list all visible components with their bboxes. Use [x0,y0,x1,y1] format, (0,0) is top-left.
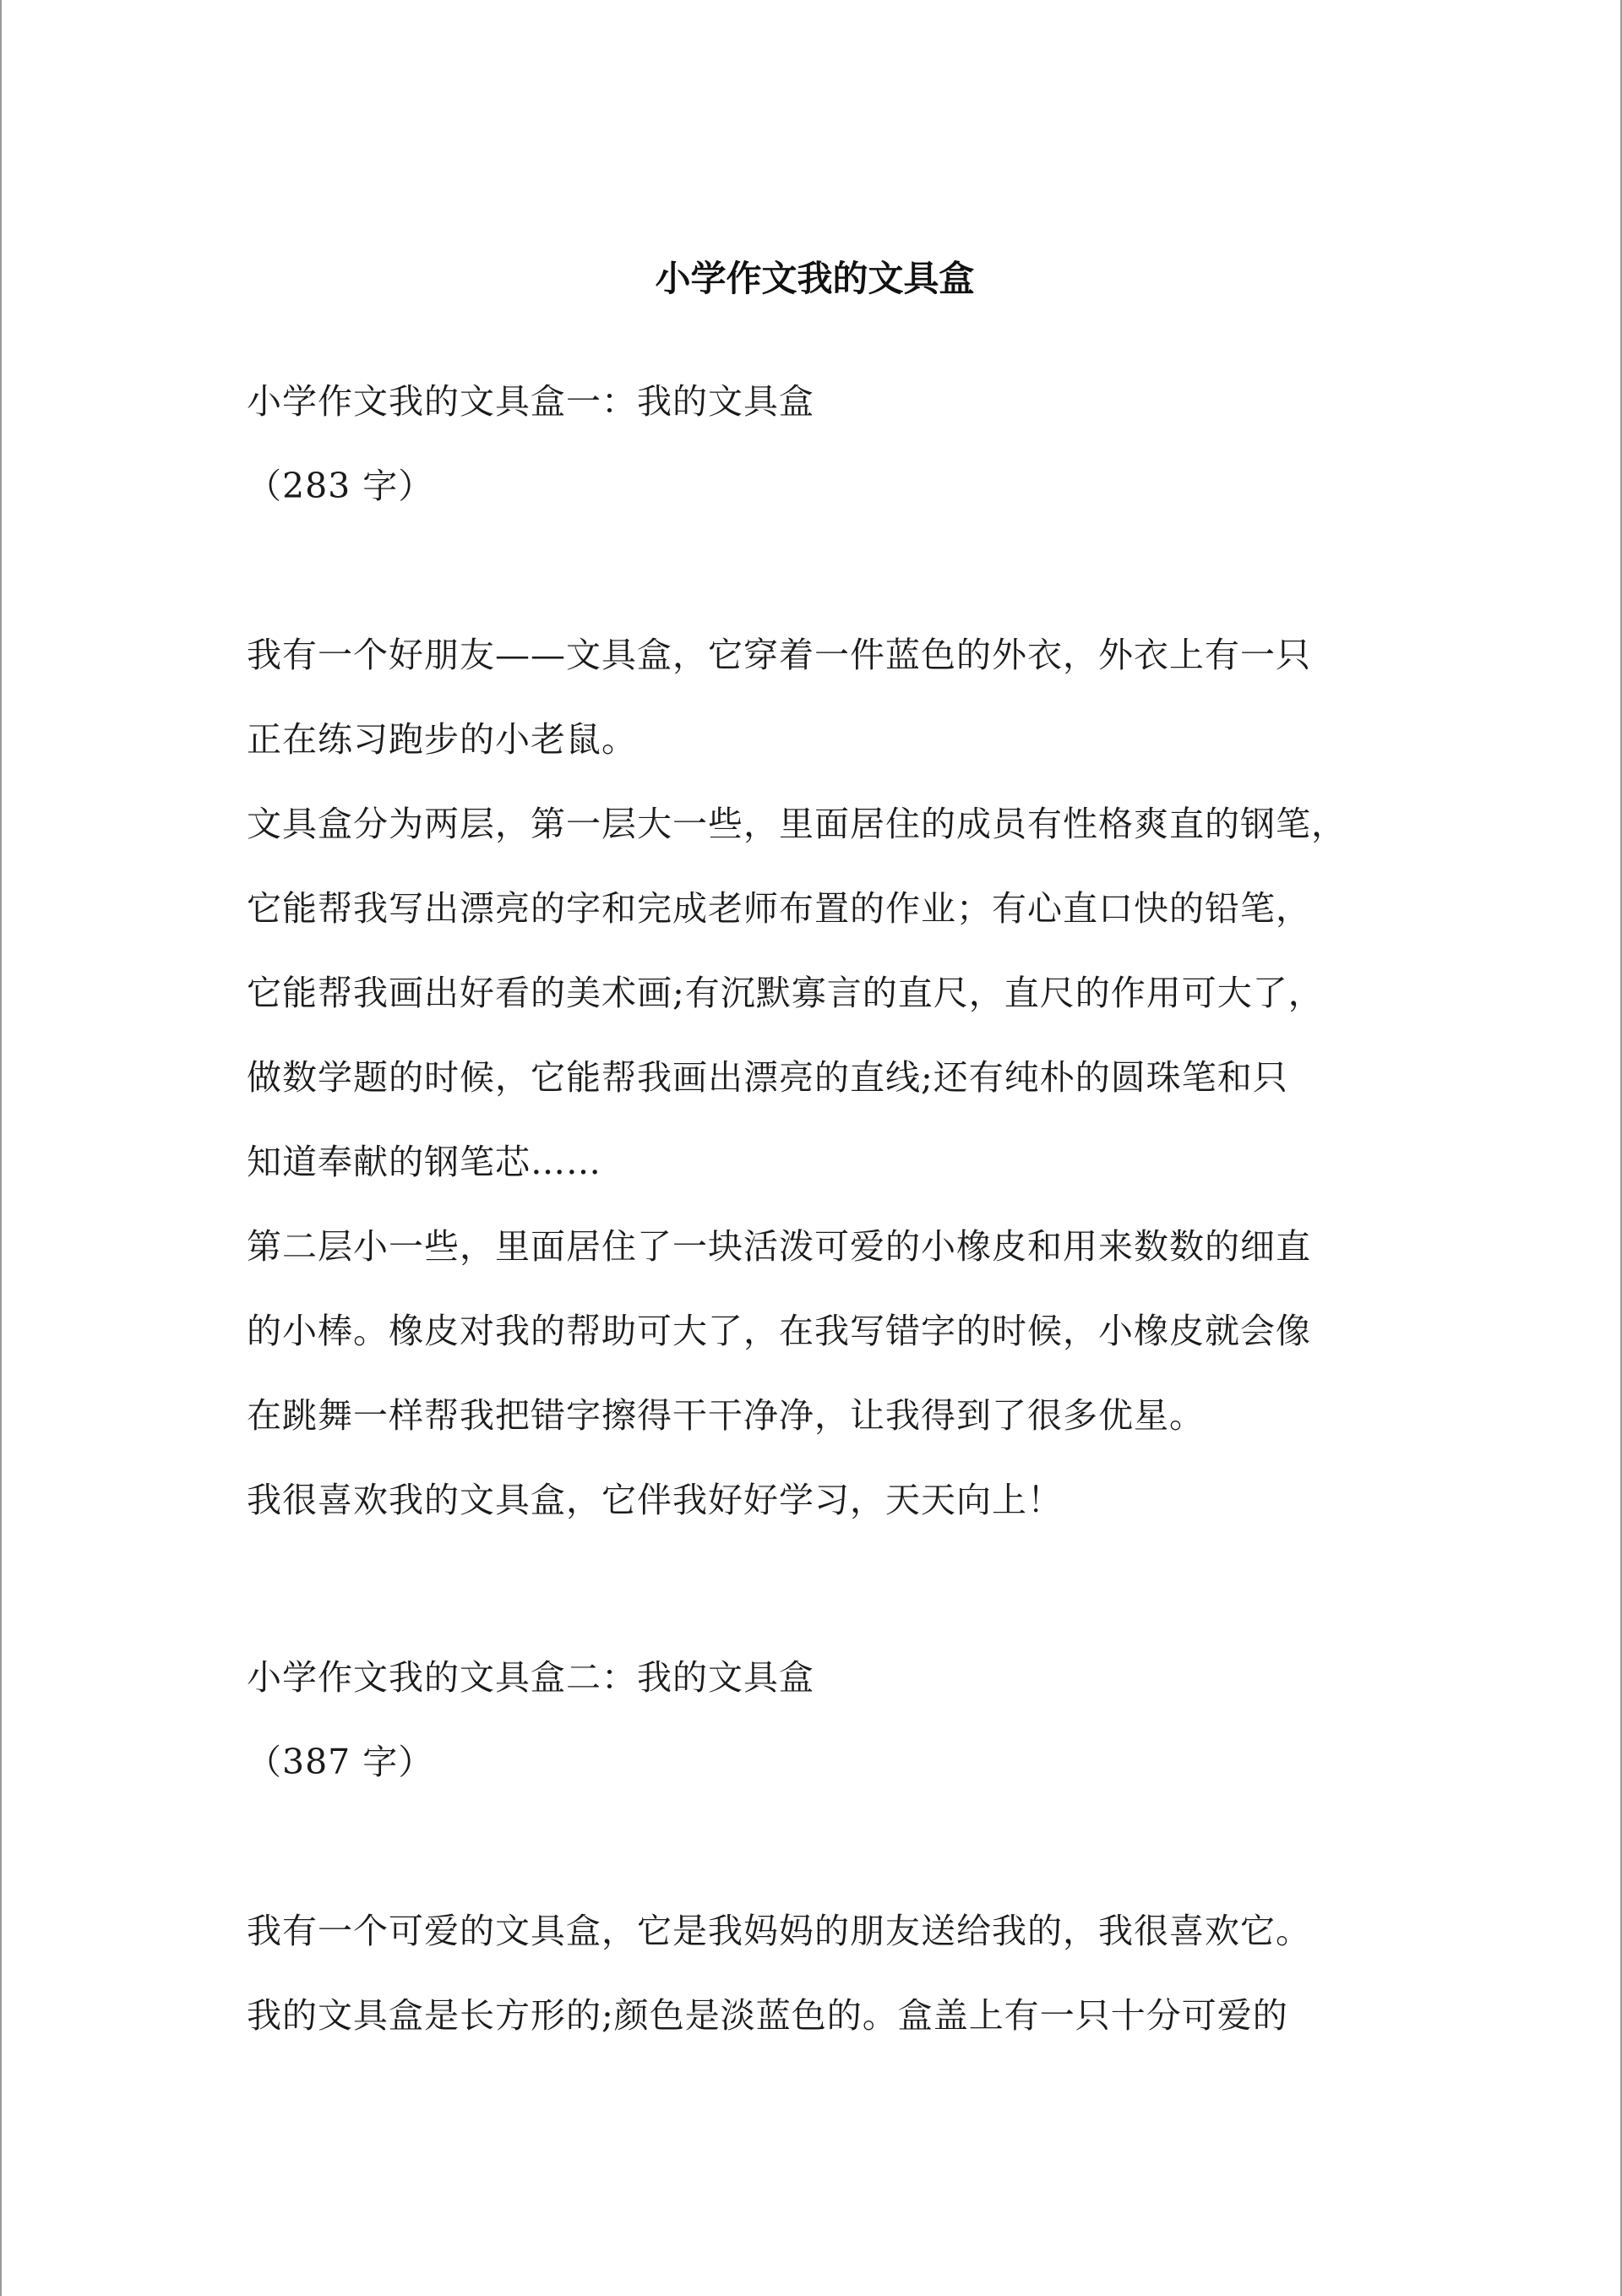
paragraph-line: 知道奉献的钢笔芯…… [247,1142,601,1182]
section2-word-count: （387 字） [247,1742,434,1782]
paragraph-line: 它能帮我画出好看的美术画;有沉默寡言的直尺，直尺的作用可大了， [247,973,1324,1013]
paragraph-line: 我有一个好朋友——文具盒，它穿着一件蓝色的外衣，外衣上有一只 [247,635,1311,675]
paragraph-line: 它能帮我写出漂亮的字和完成老师布置的作业；有心直口快的铅笔， [247,888,1311,929]
paragraph-line: 第二层小一些，里面居住了一块活泼可爱的小橡皮和用来数数的细直 [247,1226,1311,1267]
document-title: 小学作文我的文具盒 [655,258,975,299]
paragraph-line: 文具盒分为两层，第一层大一些，里面居住的成员有性格爽直的钢笔， [247,804,1347,844]
section1-word-count: （283 字） [247,466,434,506]
paragraph-line: 正在练习跑步的小老鼠。 [247,719,637,760]
section2-heading: 小学作文我的文具盒二：我的文具盒 [247,1657,814,1698]
paragraph-line: 我很喜欢我的文具盒，它伴我好好学习，天天向上！ [247,1480,1063,1520]
paragraph-line: 的小棒。橡皮对我的帮助可大了，在我写错字的时候，小橡皮就会像 [247,1311,1311,1351]
paragraph-line: 在跳舞一样帮我把错字擦得干干净净，让我得到了很多优星。 [247,1395,1205,1436]
paragraph-line: 做数学题的时候，它能帮我画出漂亮的直线;还有纯朴的圆珠笔和只 [247,1057,1288,1098]
paragraph-line: 我的文具盒是长方形的;颜色是淡蓝色的。盒盖上有一只十分可爱的 [247,1995,1288,2036]
paragraph-line: 我有一个可爱的文具盒，它是我妈妈的朋友送给我的，我很喜欢它。 [247,1911,1311,1951]
section1-heading: 小学作文我的文具盒一：我的文具盒 [247,381,814,422]
